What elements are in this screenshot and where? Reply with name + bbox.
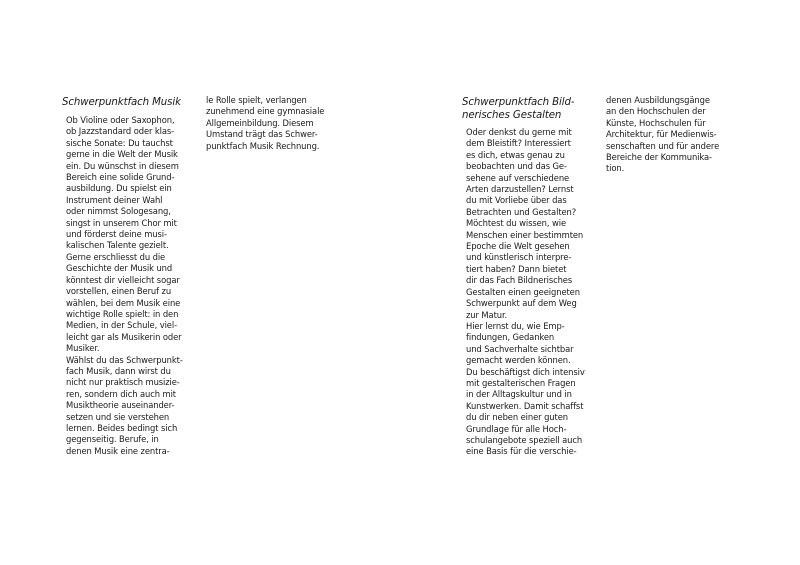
heading-line: nerisches Gestalten — [462, 110, 562, 121]
text-line: Künste, Hochschulen für — [606, 117, 706, 128]
text-line: leicht gar als Musikerin oder — [66, 331, 182, 342]
text-line: singst in unserem Chor mit — [66, 217, 177, 228]
section-heading-musik — [62, 96, 181, 109]
text-line: Gerne erschliesst du die — [66, 251, 166, 262]
text-line: Musiktheorie auseinander- — [66, 400, 175, 411]
text-line: le Rolle spielt, verlangen — [206, 95, 307, 105]
text-line: Kunstwerken. Damit schaffst — [466, 400, 584, 411]
text-line: denen Musik eine zentra- — [66, 445, 170, 456]
text-line: sische Sonate: Du tauchst — [66, 137, 173, 148]
text-line: beobachten und das Ge- — [466, 161, 567, 172]
text-line: ein. Du wünschst in diesem — [66, 160, 179, 171]
text-line: Bereich eine solide Grund- — [66, 172, 175, 183]
musik-column-2 — [206, 95, 324, 152]
text-line: Ob Violine oder Saxophon, — [66, 115, 175, 125]
text-line: gemacht werden können. — [466, 355, 571, 366]
text-line: denen Ausbildungsgänge — [606, 95, 710, 105]
text-line: es dich, etwas genau zu — [466, 149, 565, 160]
heading-line: Schwerpunktfach Bild- — [462, 97, 575, 108]
text-line: Allgemeinbildung. Diesem — [206, 117, 314, 128]
text-line: Instrument deiner Wahl — [66, 194, 163, 205]
text-line: dem Bleistift? Interessiert — [466, 138, 571, 149]
text-line: Architektur, für Medienwis- — [606, 129, 717, 140]
text-line: in der Alltagskultur und in — [466, 389, 572, 400]
text-line: zunehmend eine gymnasiale — [206, 106, 325, 117]
text-line: Geschichte der Musik und — [66, 263, 173, 274]
musik-column-1 — [66, 115, 183, 457]
text-line: schulangebote speziell auch — [466, 434, 583, 445]
text-line: Umstand trägt das Schwer- — [206, 129, 318, 140]
text-line: Arten darzustellen? Lernst — [466, 184, 574, 195]
text-line: Hier lernst du, wie Emp- — [466, 320, 565, 331]
text-line: findungen, Gedanken — [466, 332, 555, 343]
text-line: ren, sondern dich auch mit — [66, 388, 176, 399]
text-line: ausbildung. Du spielst ein — [66, 183, 172, 194]
text-line: eine Basis für die verschie- — [466, 446, 577, 457]
text-line: Du beschäftigst dich intensiv — [466, 366, 585, 377]
text-line: nicht nur praktisch musizie- — [66, 377, 180, 388]
gestalten-column-1 — [466, 127, 585, 458]
text-line: wichtige Rolle spielt: in den — [66, 308, 179, 319]
text-line: fach Musik, dann wirst du — [66, 365, 171, 376]
text-line: du mit Vorliebe über das — [466, 195, 567, 206]
text-line: Medien, in der Schule, viel- — [66, 320, 178, 331]
text-line: lernen. Beides bedingt sich — [66, 422, 178, 433]
text-line: gegenseitig. Berufe, in — [66, 434, 159, 445]
text-line: Epoche die Welt gesehen — [466, 241, 570, 252]
text-line: oder nimmst Sologesang, — [66, 206, 171, 217]
gestalten-column-2 — [606, 95, 719, 175]
text-line: ob Jazzstandard oder klas- — [66, 126, 175, 137]
text-line: mit gestalterischen Fragen — [466, 377, 576, 388]
text-line: Oder denkst du gerne mit — [466, 127, 572, 137]
text-line: und Sachverhalte sichtbar — [466, 343, 574, 354]
text-line: tiert haben? Dann bietet — [466, 263, 567, 274]
text-line: sehene auf verschiedene — [466, 172, 570, 183]
text-line: Gestalten einen geeigneten — [466, 286, 580, 297]
text-line: und förderst deine musi- — [66, 229, 167, 240]
text-line: senschaften und für andere — [606, 140, 720, 151]
text-line: dir das Fach Bildnerisches — [466, 275, 573, 286]
section-heading-bildnerisches-gestalten — [462, 96, 574, 122]
text-line: Bereiche der Kommunika- — [606, 152, 712, 163]
text-line: Betrachten und Gestalten? — [466, 206, 577, 217]
text-line: kalischen Talente gezielt. — [66, 240, 169, 251]
text-line: Grundlage für alle Hoch- — [466, 423, 567, 434]
text-line: Schwerpunkt auf dem Weg — [466, 298, 577, 309]
text-line: du dir neben einer guten — [466, 412, 568, 423]
text-line: an den Hochschulen der — [606, 106, 706, 117]
text-line: Menschen einer bestimmten — [466, 229, 584, 240]
text-line: gerne in die Welt der Musik — [66, 149, 178, 160]
text-line: setzen und sie verstehen — [66, 411, 170, 422]
text-line: zur Matur. — [466, 309, 508, 320]
text-line: Wählst du das Schwerpunkt- — [66, 354, 183, 365]
text-line: könntest dir vielleicht sogar — [66, 274, 180, 285]
heading-line: Schwerpunktfach Musik — [62, 97, 181, 108]
text-line: und künstlerisch interpre- — [466, 252, 572, 263]
text-line: Musiker. — [66, 343, 100, 354]
text-line: punktfach Musik Rechnung. — [206, 140, 320, 151]
text-line: Möchtest du wissen, wie — [466, 218, 567, 229]
text-line: vorstellen, einen Beruf zu — [66, 286, 172, 297]
text-line: tion. — [606, 163, 625, 174]
text-line: wählen, bei dem Musik eine — [66, 297, 181, 308]
